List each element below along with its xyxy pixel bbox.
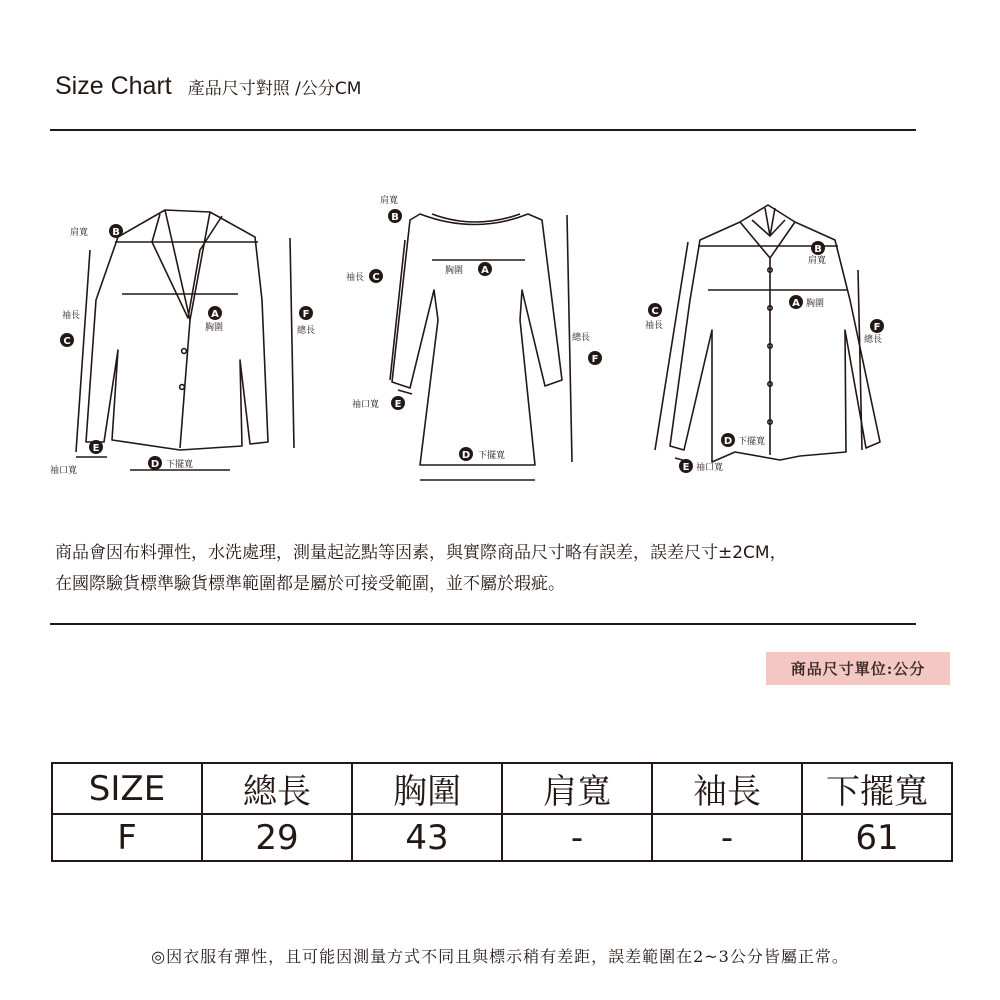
shirt-marker-b: B (814, 244, 822, 255)
blazer-marker-c: C (63, 336, 71, 347)
dress-label-hem: 下擺寬 (478, 451, 506, 461)
blazer-label-chest: 胸圍 (205, 323, 224, 333)
dress-label-length: 總長 (572, 333, 591, 343)
table-row (52, 814, 952, 861)
cell-chest: 43 (352, 814, 502, 861)
blazer-label-sleeve: 袖長 (62, 311, 81, 321)
page-subtitle: 產品尺寸對照 /公分CM (187, 79, 362, 99)
dress-label-cuff: 袖口寬 (352, 400, 380, 410)
size-table (51, 762, 953, 862)
dress-marker-b: B (391, 212, 399, 223)
shirt-label-cuff: 袖口寬 (696, 463, 724, 473)
shirt-marker-a: A (792, 298, 800, 309)
blazer-illustration (76, 210, 294, 470)
header-chest: 胸圍 (352, 763, 502, 814)
header-shoulder: 肩寬 (502, 763, 652, 814)
shirt-marker-e: E (682, 462, 690, 473)
shirt-label-chest: 胸圍 (806, 299, 825, 309)
blazer-marker-d: D (150, 459, 160, 470)
shirt-label-hem: 下擺寬 (738, 437, 766, 447)
header-sleeve: 袖長 (652, 763, 802, 814)
blazer-label-hem: 下擺寬 (166, 460, 194, 470)
blazer-marker-e: E (92, 443, 100, 454)
cell-sleeve: - (652, 814, 802, 861)
dress-marker-c: C (372, 272, 380, 283)
shirt-label-sleeve: 袖長 (645, 321, 664, 331)
cell-length: 29 (202, 814, 352, 861)
cell-shoulder: - (502, 814, 652, 861)
divider-bottom (50, 623, 916, 625)
header (55, 72, 361, 101)
blazer-label-length: 總長 (297, 326, 316, 336)
blazer-label-cuff: 袖口寬 (50, 466, 78, 476)
size-table-header-row (52, 763, 952, 814)
header-hem: 下擺寬 (802, 763, 952, 814)
cell-hem: 61 (802, 814, 952, 861)
blazer-marker-b: B (112, 227, 120, 238)
garment-measurement-diagram (0, 180, 1000, 500)
divider-top (50, 129, 916, 131)
header-size: SIZE (52, 763, 202, 814)
size-disclaimer (55, 538, 995, 600)
shirt-marker-d: D (723, 436, 733, 447)
dress-label-chest: 胸圍 (445, 266, 464, 276)
dress-marker-a: A (481, 265, 489, 276)
cell-size: F (52, 814, 202, 861)
dress-label-shoulder: 肩寬 (380, 196, 399, 206)
unit-badge: 商品尺寸單位:公分 (766, 652, 950, 685)
dress-illustration (390, 214, 572, 480)
disclaimer-line-1: 商品會因布料彈性，水洗處理，測量起訖點等因素，與實際商品尺寸略有誤差，誤差尺寸±2CM， (55, 543, 787, 563)
blazer-marker-f: F (302, 309, 310, 320)
shirt-illustration (655, 205, 883, 462)
dress-marker-e: E (394, 399, 402, 410)
footnote: ◎因衣服有彈性，且可能因測量方式不同且與標示稍有差距，誤差範圍在2~3公分皆屬正常。 (151, 947, 849, 966)
page-title: Size Chart (55, 72, 172, 100)
shirt-label-shoulder: 肩寬 (808, 256, 827, 266)
dress-marker-d: D (461, 450, 471, 461)
blazer-label-shoulder: 肩寬 (70, 228, 89, 238)
disclaimer-line-2: 在國際驗貨標準驗貨標準範圍都是屬於可接受範圍，並不屬於瑕疵。 (55, 574, 565, 594)
shirt-marker-f: F (873, 322, 881, 333)
shirt-marker-c: C (651, 306, 659, 317)
blazer-marker-a: A (211, 309, 219, 320)
header-length: 總長 (202, 763, 352, 814)
shirt-label-length: 總長 (864, 335, 883, 345)
dress-marker-f: F (591, 354, 599, 365)
dress-label-sleeve: 袖長 (346, 273, 365, 283)
